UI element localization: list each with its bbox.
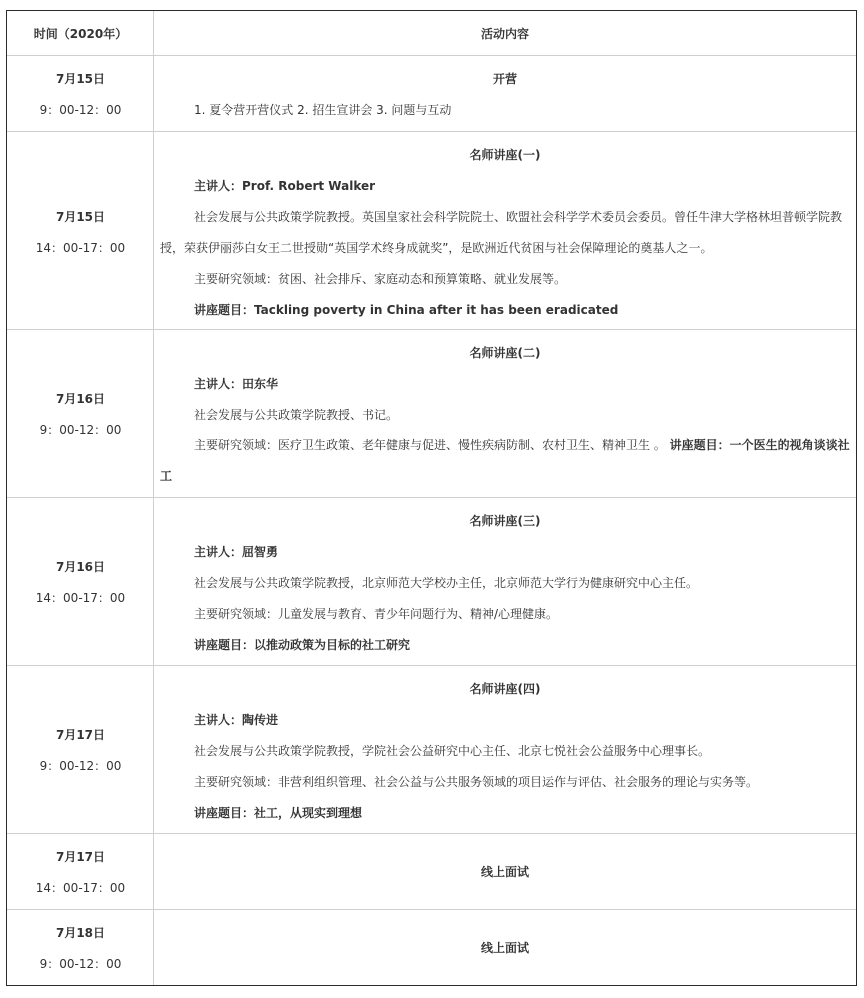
table-row — [7, 498, 856, 665]
row-field: 主要研究领域：贫困、社会排斥、家庭动态和预算策略、就业发展等。 — [194, 272, 567, 286]
schedule-table — [6, 10, 857, 986]
row-title: 名师讲座(三) — [469, 514, 541, 528]
row-topic: 讲座题目：Tackling poverty in China after it has been eradicated — [194, 303, 619, 317]
row-time: 14：00-17：00 — [35, 591, 126, 605]
table-row — [7, 132, 856, 329]
header-content: 活动内容 — [480, 27, 529, 41]
row-title: 开营 — [492, 72, 517, 86]
row-speaker: 主讲人：田东华 — [194, 377, 279, 391]
table-header — [7, 11, 856, 55]
row-date: 7月17日 — [55, 728, 106, 742]
row-date: 7月18日 — [55, 926, 106, 940]
row-title: 名师讲座(四) — [469, 682, 541, 696]
row-date: 7月16日 — [55, 560, 106, 574]
row-bio: 社会发展与公共政策学院教授，学院社会公益研究中心主任、北京七悦社会公益服务中心理事长。 — [194, 744, 711, 758]
row-time: 9：00-12：00 — [39, 103, 122, 117]
row-date: 7月16日 — [55, 392, 106, 406]
row-time: 9：00-12：00 — [39, 759, 122, 773]
row-bio: 社会发展与公共政策学院教授、书记。 — [194, 408, 399, 422]
row-time: 14：00-17：00 — [35, 881, 126, 895]
row-topic: 讲座题目：以推动政策为目标的社工研究 — [194, 638, 411, 652]
row-title: 名师讲座(二) — [469, 346, 541, 360]
row-title: 线上面试 — [480, 865, 529, 879]
table-row — [7, 666, 856, 833]
row-field: 主要研究领域：儿童发展与教育、青少年问题行为、精神/心理健康。 — [194, 607, 559, 621]
row-text: 1. 夏令营开营仪式 2. 招生宣讲会 3. 问题与互动 — [194, 103, 452, 117]
row-date: 7月15日 — [55, 72, 106, 86]
row-field: 主要研究领域：非营利组织管理、社会公益与公共服务领域的项目运作与评估、社会服务的理论与实务等。 — [194, 775, 759, 789]
row-speaker: 主讲人：Prof. Robert Walker — [194, 179, 376, 193]
row-topic: 讲座题目：社工，从现实到理想 — [194, 806, 363, 820]
row-speaker: 主讲人：陶传进 — [194, 713, 279, 727]
row-title: 名师讲座(一) — [469, 148, 541, 162]
row-bio: 社会发展与公共政策学院教授，北京师范大学校办主任，北京师范大学行为健康研究中心主任。 — [194, 576, 699, 590]
row-date: 7月15日 — [55, 210, 106, 224]
row-field: 主要研究领域：医疗卫生政策、老年健康与促进、慢性疾病防制、农村卫生、精神卫生 。 — [194, 438, 666, 452]
row-time: 9：00-12：00 — [39, 423, 122, 437]
header-time: 时间（2020年） — [33, 27, 128, 41]
row-speaker: 主讲人：屈智勇 — [194, 545, 279, 559]
row-date: 7月17日 — [55, 850, 106, 864]
table-row — [7, 56, 856, 131]
table-row — [7, 910, 856, 985]
row-bio: 社会发展与公共政策学院教授。英国皇家社会科学院院士、欧盟社会科学学术委员会委员。曾任牛津大学格林坦普顿学院教授，荣获伊丽莎白女王二世授勋“英国学术终身成就奖”，是欧洲近代贫困与社会保障理论的奠基人之一。 — [160, 210, 843, 255]
row-time: 14：00-17：00 — [35, 241, 126, 255]
table-row — [7, 330, 856, 497]
table-row — [7, 834, 856, 909]
row-topic: 讲座题目：一个医生的视角谈谈社工 — [160, 438, 850, 483]
row-time: 9：00-12：00 — [39, 957, 122, 971]
row-title: 线上面试 — [480, 941, 529, 955]
